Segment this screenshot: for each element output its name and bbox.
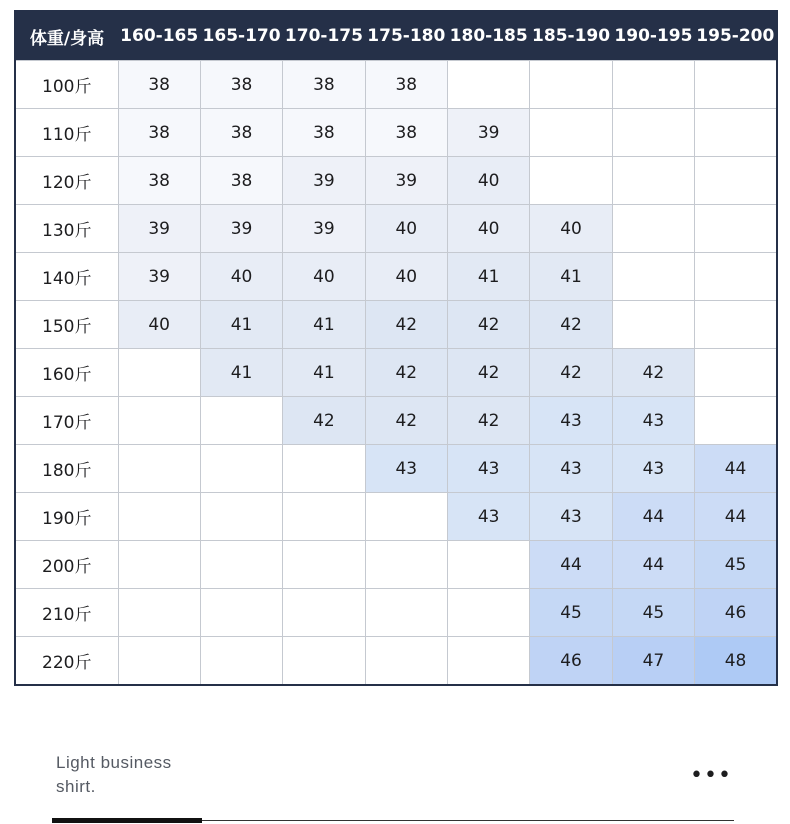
height-header: 175-180 [365,11,447,61]
size-cell: 44 [695,493,777,541]
size-cell [118,589,200,637]
size-cell: 41 [200,349,282,397]
weight-label: 200斤 [15,541,118,589]
weight-label: 120斤 [15,157,118,205]
size-cell [118,493,200,541]
size-cell: 38 [283,61,365,109]
size-cell [612,253,694,301]
size-cell [365,541,447,589]
size-cell: 39 [118,205,200,253]
size-cell: 41 [200,301,282,349]
size-cell: 43 [612,397,694,445]
table-header-row [15,11,777,61]
size-cell: 48 [695,637,777,686]
size-cell [365,589,447,637]
size-cell: 41 [448,253,530,301]
size-cell [695,157,777,205]
size-cell [612,301,694,349]
size-cell [200,541,282,589]
size-cell: 40 [118,301,200,349]
table-row [15,637,777,686]
table-body [15,61,777,686]
size-cell [118,349,200,397]
size-cell [200,445,282,493]
weight-label: 150斤 [15,301,118,349]
size-cell [118,445,200,493]
size-cell [200,637,282,686]
size-cell [118,637,200,686]
more-horizontal-icon[interactable]: ••• [690,763,732,788]
size-cell [612,157,694,205]
size-cell: 39 [365,157,447,205]
size-cell: 40 [365,205,447,253]
table-row [15,445,777,493]
size-cell: 38 [118,109,200,157]
size-cell: 43 [448,445,530,493]
size-cell [200,589,282,637]
size-chart-table [14,10,778,686]
weight-label: 220斤 [15,637,118,686]
size-cell: 43 [530,445,612,493]
size-cell [530,61,612,109]
table-row [15,205,777,253]
size-cell [530,109,612,157]
size-cell: 40 [530,205,612,253]
size-cell: 45 [530,589,612,637]
height-header: 165-170 [200,11,282,61]
size-cell [612,205,694,253]
size-cell: 43 [530,397,612,445]
size-cell [200,493,282,541]
size-cell: 46 [695,589,777,637]
size-cell: 42 [283,397,365,445]
size-cell: 42 [530,349,612,397]
size-cell: 43 [365,445,447,493]
size-cell: 38 [365,109,447,157]
size-cell [283,541,365,589]
size-cell [448,589,530,637]
size-cell: 40 [448,157,530,205]
size-cell [200,397,282,445]
size-cell [612,61,694,109]
corner-header: 体重/身高 [15,11,118,61]
size-cell: 38 [283,109,365,157]
caption-line-2: shirt. [56,777,96,796]
size-cell [695,253,777,301]
size-cell: 39 [283,157,365,205]
table-row [15,541,777,589]
size-cell: 40 [283,253,365,301]
size-cell: 44 [612,541,694,589]
table-row [15,157,777,205]
size-cell [283,493,365,541]
weight-label: 190斤 [15,493,118,541]
weight-label: 180斤 [15,445,118,493]
weight-label: 130斤 [15,205,118,253]
table-row [15,61,777,109]
weight-label: 210斤 [15,589,118,637]
size-cell [695,61,777,109]
size-cell: 38 [200,61,282,109]
size-cell: 41 [283,349,365,397]
table-row [15,253,777,301]
size-cell: 39 [200,205,282,253]
size-cell: 44 [530,541,612,589]
size-cell: 42 [448,397,530,445]
size-cell [530,157,612,205]
size-cell: 43 [530,493,612,541]
size-cell: 42 [448,349,530,397]
size-cell [695,349,777,397]
weight-label: 140斤 [15,253,118,301]
size-cell: 44 [612,493,694,541]
size-cell: 38 [118,157,200,205]
size-cell: 41 [530,253,612,301]
size-cell: 43 [448,493,530,541]
size-cell [695,205,777,253]
weight-label: 170斤 [15,397,118,445]
product-caption [56,751,226,799]
size-cell: 42 [365,301,447,349]
weight-label: 100斤 [15,61,118,109]
size-cell: 42 [365,349,447,397]
size-cell [365,637,447,686]
table-row [15,589,777,637]
size-cell: 39 [283,205,365,253]
size-cell: 38 [118,61,200,109]
size-cell [695,397,777,445]
size-cell: 42 [612,349,694,397]
size-cell: 44 [695,445,777,493]
table-row [15,349,777,397]
size-cell: 45 [695,541,777,589]
size-cell: 39 [448,109,530,157]
weight-label: 160斤 [15,349,118,397]
table-row [15,397,777,445]
size-cell: 43 [612,445,694,493]
height-header: 185-190 [530,11,612,61]
size-cell [283,637,365,686]
size-cell: 45 [612,589,694,637]
size-cell: 46 [530,637,612,686]
height-header: 195-200 [695,11,777,61]
size-cell: 42 [530,301,612,349]
size-cell: 42 [365,397,447,445]
height-header: 160-165 [118,11,200,61]
size-cell [695,109,777,157]
size-cell [365,493,447,541]
weight-label: 110斤 [15,109,118,157]
size-cell [448,637,530,686]
size-cell: 40 [365,253,447,301]
table-row [15,109,777,157]
size-cell: 38 [365,61,447,109]
table-row [15,493,777,541]
size-cell [448,541,530,589]
caption-line-1: Light business [56,753,172,772]
height-header: 170-175 [283,11,365,61]
size-cell [448,61,530,109]
size-cell: 41 [283,301,365,349]
size-cell: 47 [612,637,694,686]
size-cell [118,397,200,445]
table-row [15,301,777,349]
size-cell: 40 [448,205,530,253]
size-cell [695,301,777,349]
size-cell [118,541,200,589]
size-cell [283,445,365,493]
size-cell: 42 [448,301,530,349]
height-header: 190-195 [612,11,694,61]
size-cell: 40 [200,253,282,301]
size-cell: 39 [118,253,200,301]
carousel-progress-fill [52,818,202,823]
size-cell [612,109,694,157]
size-cell: 38 [200,157,282,205]
size-cell [283,589,365,637]
height-header: 180-185 [448,11,530,61]
size-cell: 38 [200,109,282,157]
